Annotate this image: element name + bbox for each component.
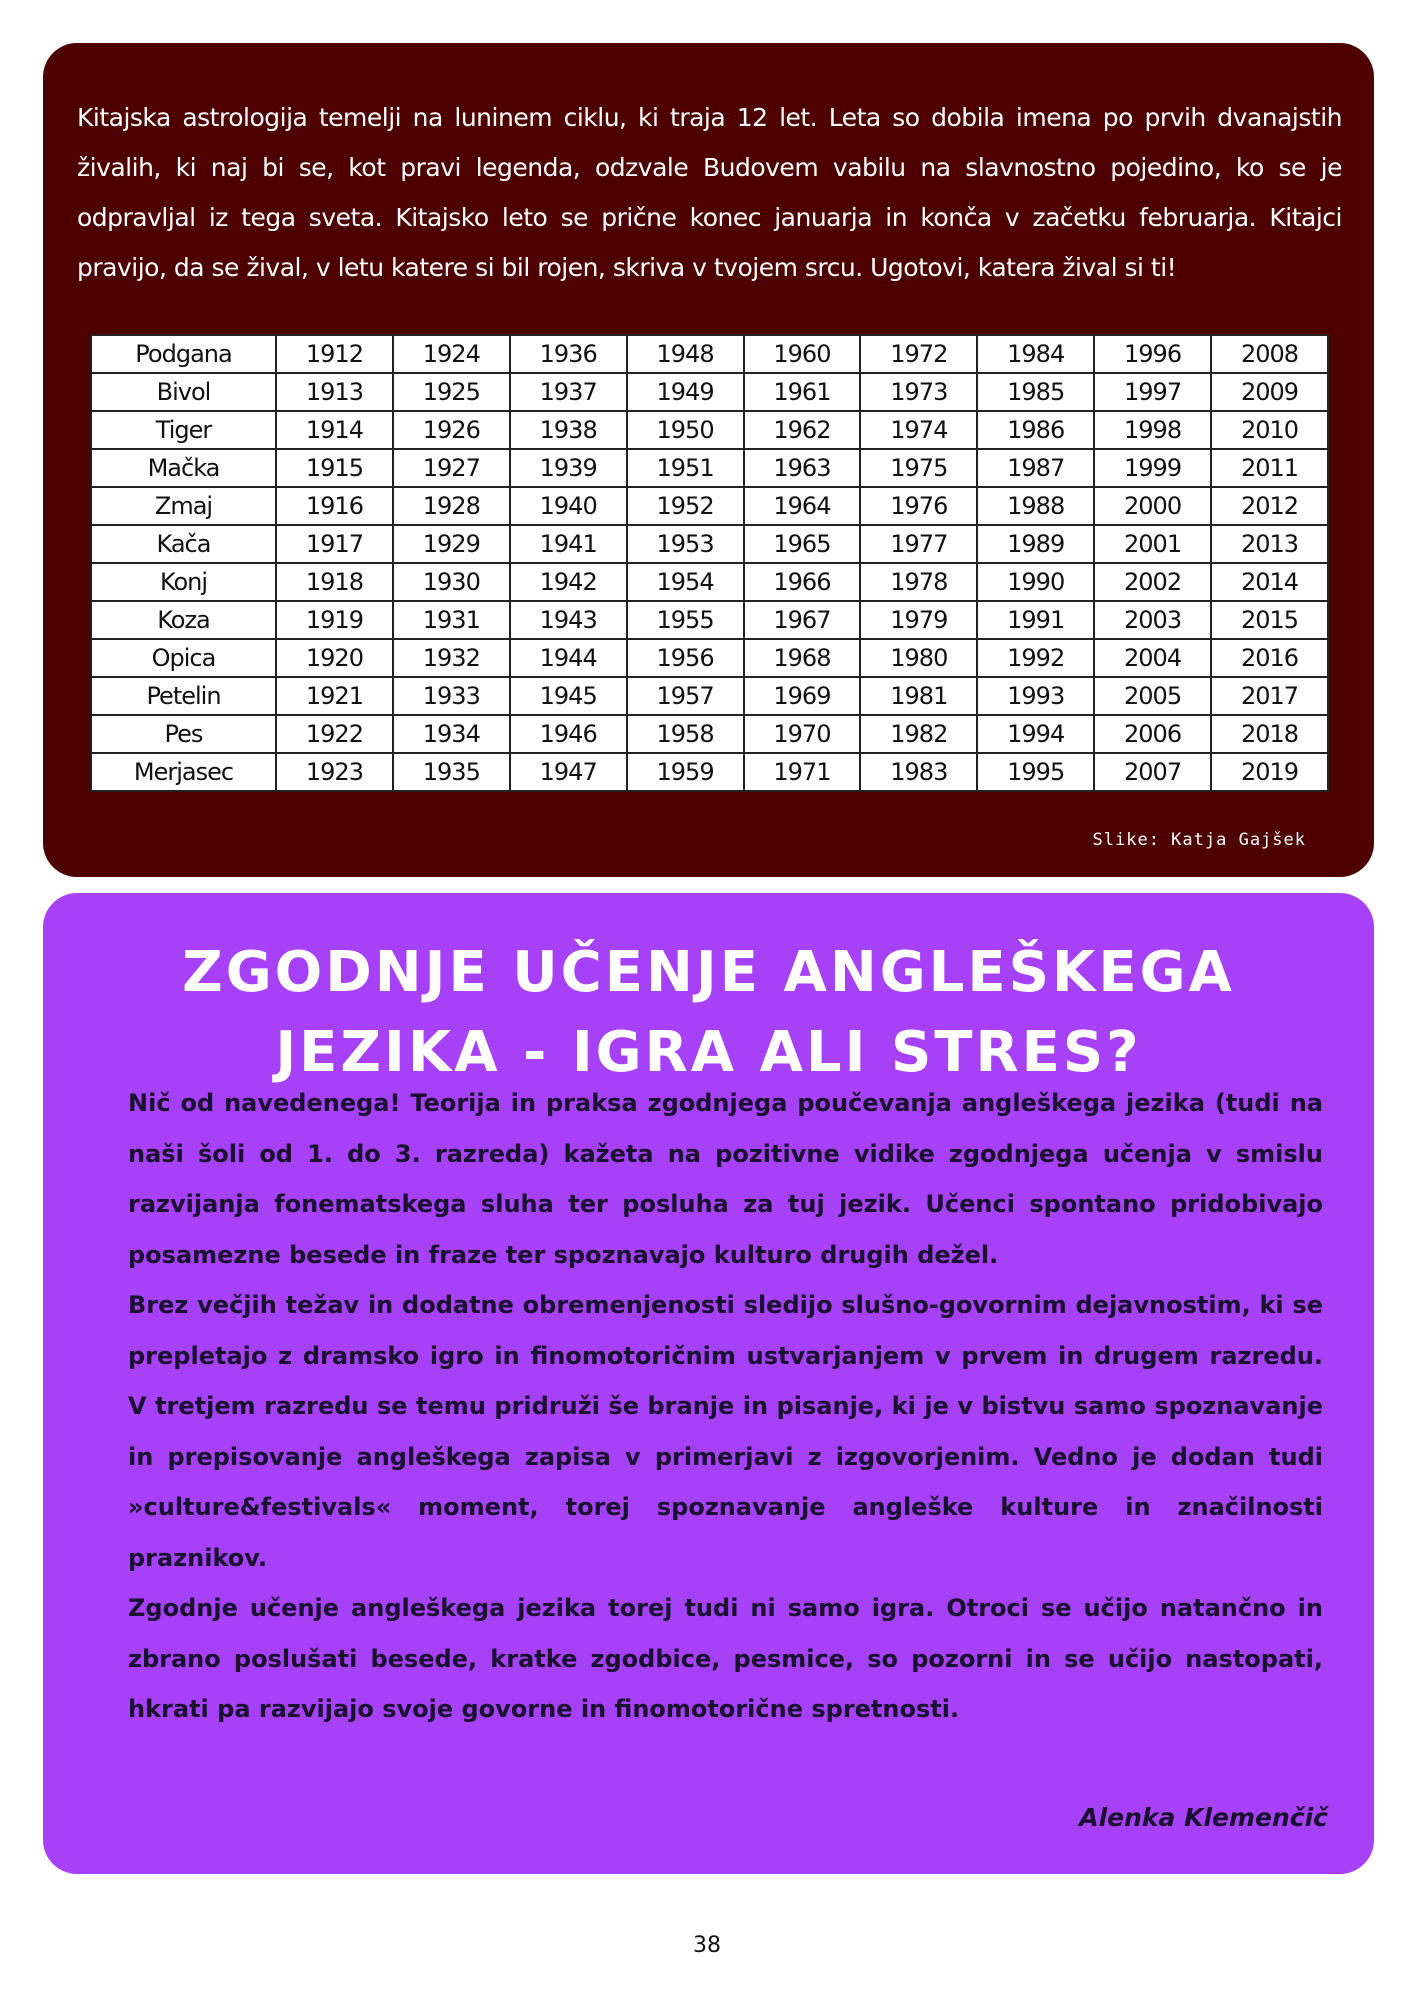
year-cell: 1975 bbox=[860, 449, 977, 487]
article-title-line-1: ZGODNJE UČENJE ANGLEŠKEGA bbox=[182, 940, 1235, 1005]
article-author: Alenka Klemenčič bbox=[1079, 1803, 1328, 1832]
year-cell: 1992 bbox=[977, 639, 1094, 677]
year-cell: 2007 bbox=[1094, 753, 1211, 791]
year-cell: 2018 bbox=[1211, 715, 1328, 753]
year-cell: 1912 bbox=[276, 335, 393, 373]
year-cell: 2019 bbox=[1211, 753, 1328, 791]
year-cell: 1974 bbox=[860, 411, 977, 449]
year-cell: 1993 bbox=[977, 677, 1094, 715]
animal-name-cell: Kača bbox=[91, 525, 276, 563]
year-cell: 1947 bbox=[510, 753, 627, 791]
page-number: 38 bbox=[693, 1933, 721, 1958]
year-cell: 1927 bbox=[393, 449, 510, 487]
year-cell: 2001 bbox=[1094, 525, 1211, 563]
year-cell: 1953 bbox=[627, 525, 744, 563]
year-cell: 1997 bbox=[1094, 373, 1211, 411]
year-cell: 2015 bbox=[1211, 601, 1328, 639]
year-cell: 2000 bbox=[1094, 487, 1211, 525]
year-cell: 1958 bbox=[627, 715, 744, 753]
year-cell: 1936 bbox=[510, 335, 627, 373]
year-cell: 1916 bbox=[276, 487, 393, 525]
year-cell: 1980 bbox=[860, 639, 977, 677]
year-cell: 1998 bbox=[1094, 411, 1211, 449]
year-cell: 1924 bbox=[393, 335, 510, 373]
animal-name-cell: Merjasec bbox=[91, 753, 276, 791]
year-cell: 2008 bbox=[1211, 335, 1328, 373]
year-cell: 1920 bbox=[276, 639, 393, 677]
year-cell: 1919 bbox=[276, 601, 393, 639]
animal-name-cell: Opica bbox=[91, 639, 276, 677]
year-cell: 1996 bbox=[1094, 335, 1211, 373]
year-cell: 2005 bbox=[1094, 677, 1211, 715]
year-cell: 1985 bbox=[977, 373, 1094, 411]
table-row bbox=[91, 601, 1328, 639]
year-cell: 1941 bbox=[510, 525, 627, 563]
animal-name-cell: Mačka bbox=[91, 449, 276, 487]
table-row bbox=[91, 677, 1328, 715]
table-row bbox=[91, 639, 1328, 677]
year-cell: 1932 bbox=[393, 639, 510, 677]
year-cell: 1926 bbox=[393, 411, 510, 449]
year-cell: 1954 bbox=[627, 563, 744, 601]
animal-name-cell: Koza bbox=[91, 601, 276, 639]
year-cell: 1913 bbox=[276, 373, 393, 411]
table-row bbox=[91, 335, 1328, 373]
year-cell: 1935 bbox=[393, 753, 510, 791]
animal-name-cell: Pes bbox=[91, 715, 276, 753]
year-cell: 1918 bbox=[276, 563, 393, 601]
animal-name-cell: Petelin bbox=[91, 677, 276, 715]
year-cell: 2002 bbox=[1094, 563, 1211, 601]
year-cell: 1976 bbox=[860, 487, 977, 525]
year-cell: 1978 bbox=[860, 563, 977, 601]
year-cell: 2017 bbox=[1211, 677, 1328, 715]
year-cell: 1925 bbox=[393, 373, 510, 411]
year-cell: 1982 bbox=[860, 715, 977, 753]
table-row bbox=[91, 487, 1328, 525]
article-title bbox=[43, 933, 1374, 1093]
year-cell: 2006 bbox=[1094, 715, 1211, 753]
year-cell: 1970 bbox=[744, 715, 861, 753]
year-cell: 1945 bbox=[510, 677, 627, 715]
year-cell: 1968 bbox=[744, 639, 861, 677]
year-cell: 1943 bbox=[510, 601, 627, 639]
year-cell: 1973 bbox=[860, 373, 977, 411]
year-cell: 1988 bbox=[977, 487, 1094, 525]
article-paragraph-3: Zgodnje učenje angleškega jezika torej tudi ni samo igra. Otroci se učijo natančno in zbrano poslušati besede, kratke zgodbice, pesmice, so pozorni in se učijo nastopati, hkrati pa razvijajo svoje govorne in finomotorične spretnosti. bbox=[128, 1594, 1323, 1723]
year-cell: 1979 bbox=[860, 601, 977, 639]
year-cell: 1917 bbox=[276, 525, 393, 563]
astrology-intro: Kitajska astrologija temelji na luninem ciklu, ki traja 12 let. Leta so dobila imena po prvih dvanajstih živalih, ki naj bi se, kot pravi legenda, odzvale Budovem vabilu na slavnostno pojedino, ko se je odpravljal iz tega sveta. Kitajsko leto se prične konec januarja in konča v začetku februarja. Kitajci pravijo, da se žival, v letu katere si bil rojen, skriva v tvojem srcu. Ugotovi, katera žival si ti! bbox=[77, 103, 1342, 282]
table-row bbox=[91, 373, 1328, 411]
year-cell: 1934 bbox=[393, 715, 510, 753]
year-cell: 1922 bbox=[276, 715, 393, 753]
early-english-article-box bbox=[43, 893, 1374, 1874]
year-cell: 1962 bbox=[744, 411, 861, 449]
animal-name-cell: Tiger bbox=[91, 411, 276, 449]
year-cell: 1930 bbox=[393, 563, 510, 601]
year-cell: 1933 bbox=[393, 677, 510, 715]
zodiac-years-table bbox=[90, 334, 1329, 792]
year-cell: 1949 bbox=[627, 373, 744, 411]
year-cell: 1987 bbox=[977, 449, 1094, 487]
year-cell: 2014 bbox=[1211, 563, 1328, 601]
year-cell: 1939 bbox=[510, 449, 627, 487]
year-cell: 1946 bbox=[510, 715, 627, 753]
table-row bbox=[91, 715, 1328, 753]
year-cell: 1948 bbox=[627, 335, 744, 373]
table-row bbox=[91, 753, 1328, 791]
year-cell: 2004 bbox=[1094, 639, 1211, 677]
year-cell: 1983 bbox=[860, 753, 977, 791]
table-row bbox=[91, 563, 1328, 601]
chinese-astrology-box bbox=[43, 43, 1374, 877]
year-cell: 1999 bbox=[1094, 449, 1211, 487]
image-credit: Slike: Katja Gajšek bbox=[1092, 830, 1306, 850]
year-cell: 1931 bbox=[393, 601, 510, 639]
animal-name-cell: Bivol bbox=[91, 373, 276, 411]
year-cell: 2016 bbox=[1211, 639, 1328, 677]
year-cell: 1944 bbox=[510, 639, 627, 677]
animal-name-cell: Konj bbox=[91, 563, 276, 601]
animal-name-cell: Zmaj bbox=[91, 487, 276, 525]
year-cell: 1971 bbox=[744, 753, 861, 791]
year-cell: 1938 bbox=[510, 411, 627, 449]
zodiac-table-body bbox=[91, 335, 1328, 791]
year-cell: 1928 bbox=[393, 487, 510, 525]
year-cell: 2003 bbox=[1094, 601, 1211, 639]
year-cell: 1937 bbox=[510, 373, 627, 411]
year-cell: 1960 bbox=[744, 335, 861, 373]
year-cell: 1952 bbox=[627, 487, 744, 525]
article-body bbox=[128, 1078, 1323, 1735]
year-cell: 1969 bbox=[744, 677, 861, 715]
year-cell: 1991 bbox=[977, 601, 1094, 639]
year-cell: 1956 bbox=[627, 639, 744, 677]
year-cell: 1972 bbox=[860, 335, 977, 373]
year-cell: 1964 bbox=[744, 487, 861, 525]
year-cell: 1959 bbox=[627, 753, 744, 791]
year-cell: 2013 bbox=[1211, 525, 1328, 563]
year-cell: 1929 bbox=[393, 525, 510, 563]
year-cell: 1977 bbox=[860, 525, 977, 563]
year-cell: 1994 bbox=[977, 715, 1094, 753]
year-cell: 1921 bbox=[276, 677, 393, 715]
article-paragraph-2: Brez večjih težav in dodatne obremenjenosti sledijo slušno-govornim dejavnostim, ki se prepletajo z dramsko igro in finomotoričnim ustvarjanjem v prvem in drugem razredu. V tretjem razredu se temu pridruži še branje in pisanje, ki je v bistvu samo spoznavanje in prepisovanje angleškega zapisa v primerjavi z izgovorjenim. Vedno je dodan tudi »culture&festivals« moment, torej spoznavanje angleške kulture in značilnosti praznikov. bbox=[128, 1291, 1323, 1572]
table-row bbox=[91, 411, 1328, 449]
year-cell: 1990 bbox=[977, 563, 1094, 601]
table-row bbox=[91, 525, 1328, 563]
year-cell: 1966 bbox=[744, 563, 861, 601]
year-cell: 1995 bbox=[977, 753, 1094, 791]
table-row bbox=[91, 449, 1328, 487]
year-cell: 1961 bbox=[744, 373, 861, 411]
year-cell: 1986 bbox=[977, 411, 1094, 449]
year-cell: 1989 bbox=[977, 525, 1094, 563]
year-cell: 2010 bbox=[1211, 411, 1328, 449]
year-cell: 1981 bbox=[860, 677, 977, 715]
year-cell: 2011 bbox=[1211, 449, 1328, 487]
year-cell: 1955 bbox=[627, 601, 744, 639]
year-cell: 1957 bbox=[627, 677, 744, 715]
article-title-line-2: JEZIKA - IGRA ALI STRES? bbox=[275, 1020, 1142, 1085]
year-cell: 1963 bbox=[744, 449, 861, 487]
article-paragraph-1: Nič od navedenega! Teorija in praksa zgodnjega poučevanja angleškega jezika (tudi na naši šoli od 1. do 3. razreda) kažeta na pozitivne vidike zgodnjega učenja v smislu razvijanja fonematskega sluha ter posluha za tuj jezik. Učenci spontano pridobivajo posamezne besede in fraze ter spoznavajo kulturo drugih dežel. bbox=[128, 1089, 1323, 1269]
year-cell: 1915 bbox=[276, 449, 393, 487]
year-cell: 1923 bbox=[276, 753, 393, 791]
year-cell: 1942 bbox=[510, 563, 627, 601]
year-cell: 1951 bbox=[627, 449, 744, 487]
year-cell: 2009 bbox=[1211, 373, 1328, 411]
year-cell: 1940 bbox=[510, 487, 627, 525]
year-cell: 1967 bbox=[744, 601, 861, 639]
year-cell: 2012 bbox=[1211, 487, 1328, 525]
year-cell: 1984 bbox=[977, 335, 1094, 373]
year-cell: 1965 bbox=[744, 525, 861, 563]
animal-name-cell: Podgana bbox=[91, 335, 276, 373]
year-cell: 1950 bbox=[627, 411, 744, 449]
year-cell: 1914 bbox=[276, 411, 393, 449]
